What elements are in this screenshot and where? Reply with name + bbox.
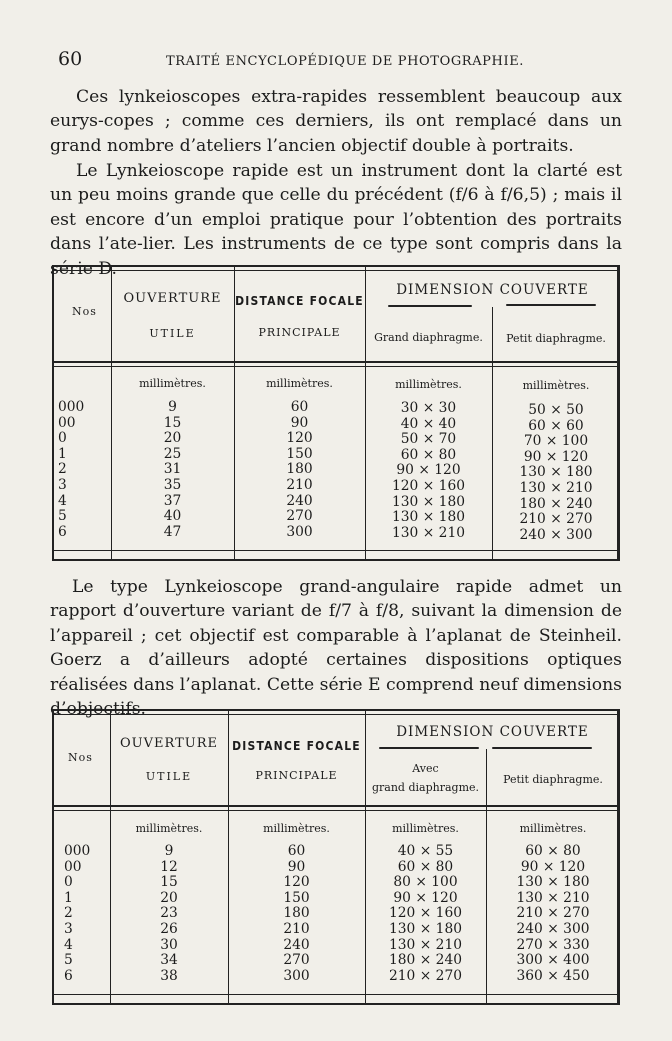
column-header-ouverture: OUVERTURE bbox=[120, 736, 218, 751]
unit-label: millimètres. bbox=[392, 822, 459, 835]
table-cell: 180 bbox=[286, 461, 313, 478]
table-cell: 210 bbox=[286, 476, 313, 493]
table-cell: 000 bbox=[58, 399, 85, 415]
table-cell: 3 bbox=[64, 920, 73, 937]
table-cell: 60 × 80 bbox=[525, 843, 581, 859]
running-title: TRAITÉ ENCYCLOPÉDIQUE DE PHOTOGRAPHIE. bbox=[166, 54, 525, 69]
table-cell: 5 bbox=[64, 952, 73, 969]
table-cell: 60 × 80 bbox=[397, 858, 454, 875]
paragraph-lynkeioscopes-extra-rapides: Ces lynkeioscopes extra-rapides ressemblent beaucoup aux eurys-copes ; comme ces derniers, ils ont remplacé dans un grand nombre d’ateliers l’ancien objectif double à portraits. bbox=[50, 87, 622, 156]
table-cell: 6 bbox=[64, 967, 73, 984]
table-cell: 30 × 30 bbox=[400, 400, 457, 416]
table-cell: 210 bbox=[283, 920, 310, 937]
column-header-petit-diaphragme: Petit diaphragme. bbox=[506, 332, 606, 345]
table-cell: 37 bbox=[163, 492, 182, 509]
column-header-principale: PRINCIPALE bbox=[258, 326, 341, 339]
table-cell: 20 bbox=[160, 889, 178, 906]
table-cell: 180 × 240 bbox=[519, 495, 593, 512]
table-cell: 4 bbox=[58, 492, 67, 509]
table-cell: 40 × 55 bbox=[397, 843, 454, 859]
unit-label: millimètres. bbox=[519, 822, 587, 835]
table-cell: 300 bbox=[286, 523, 313, 540]
table-cell: 70 × 100 bbox=[523, 433, 589, 450]
column-header-avec: Avec bbox=[412, 762, 439, 775]
table-cell: 3 bbox=[58, 476, 67, 493]
table-cell: 9 bbox=[164, 843, 174, 859]
table-cell: 40 bbox=[163, 508, 182, 525]
table-cell: 0 bbox=[64, 874, 73, 891]
table-cell: 240 × 300 bbox=[516, 920, 590, 937]
table-cell: 300 bbox=[283, 967, 310, 984]
header-flourish bbox=[492, 747, 592, 749]
table-cell: 12 bbox=[160, 858, 178, 875]
column-petit-diaphragme bbox=[486, 844, 620, 984]
table-cell: 270 bbox=[286, 508, 313, 525]
column-header-nos: Nos bbox=[72, 305, 97, 318]
column-nos bbox=[64, 844, 108, 984]
table-cell: 90 × 120 bbox=[393, 889, 458, 906]
paragraph-grand-angulaire: Le type Lynkeioscope grand-angulaire rapide admet un rapport d’ouverture variant de f/7 à f/8, suivant la dimension de l’appareil ; cet objectif est comparable à l’aplanat de Steinheil. Goerz a d’ailleurs adopté certaines dispositions optiques réalisées dans l’aplanat. Cette série E comprend neuf dimensions d’objectifs. bbox=[50, 577, 622, 720]
header-flourish bbox=[379, 747, 479, 749]
table-cell: 60 bbox=[290, 399, 309, 415]
table-cell: 80 × 100 bbox=[393, 874, 458, 891]
table-cell: 180 bbox=[283, 905, 310, 922]
table-cell: 000 bbox=[64, 843, 91, 859]
table-cell: 240 bbox=[286, 492, 313, 509]
table-cell: 130 × 210 bbox=[519, 479, 593, 496]
column-header-utile: UTILE bbox=[145, 770, 193, 783]
column-header-principale: PRINCIPALE bbox=[255, 769, 338, 782]
column-nos bbox=[58, 400, 108, 540]
table-cell: 40 × 40 bbox=[400, 415, 457, 432]
table-cell: 9 bbox=[168, 399, 177, 415]
table-cell: 210 × 270 bbox=[516, 905, 590, 922]
table-cell: 180 × 240 bbox=[389, 952, 462, 969]
table-cell: 270 × 330 bbox=[516, 936, 590, 953]
column-header-utile: UTILE bbox=[149, 327, 196, 340]
table-cell: 30 bbox=[160, 936, 178, 953]
table-cell: 00 bbox=[58, 414, 76, 431]
table-cell: 90 × 120 bbox=[396, 462, 461, 479]
column-ouverture bbox=[111, 400, 234, 540]
table-cell: 130 × 210 bbox=[392, 524, 465, 541]
table-cell: 26 bbox=[160, 920, 178, 937]
table-cell: 130 × 180 bbox=[392, 493, 465, 510]
table-cell: 120 bbox=[283, 874, 310, 891]
table-cell: 60 × 60 bbox=[528, 417, 584, 434]
table-cell: 90 × 120 bbox=[520, 858, 586, 875]
table-cell: 1 bbox=[58, 445, 67, 462]
column-header-grand-diaphragme: Grand diaphragme. bbox=[374, 331, 483, 344]
unit-label: millimètres. bbox=[263, 822, 330, 835]
table-cell: 50 × 50 bbox=[528, 402, 584, 418]
column-petit-diaphragme bbox=[492, 403, 620, 543]
table-serie-e bbox=[52, 709, 620, 1005]
column-header-nos: Nos bbox=[68, 751, 93, 764]
table-cell: 210 × 270 bbox=[389, 967, 462, 984]
table-cell: 130 × 180 bbox=[392, 509, 465, 526]
table-serie-d bbox=[52, 265, 620, 561]
table-cell: 50 × 70 bbox=[400, 431, 457, 448]
column-distance-focale bbox=[228, 844, 365, 984]
table-cell: 60 bbox=[287, 843, 306, 859]
table-cell: 240 bbox=[283, 936, 310, 953]
column-header-dimension-couverte: DIMENSION COUVERTE bbox=[396, 724, 589, 740]
table-cell: 47 bbox=[163, 523, 182, 540]
table-cell: 6 bbox=[58, 523, 67, 540]
table-cell: 120 × 160 bbox=[389, 905, 462, 922]
table-cell: 15 bbox=[163, 414, 182, 431]
table-cell: 130 × 180 bbox=[516, 874, 590, 891]
table-cell: 00 bbox=[64, 858, 82, 875]
table-cell: 90 bbox=[287, 858, 306, 875]
table-cell: 120 × 160 bbox=[392, 477, 465, 494]
table-cell: 2 bbox=[58, 461, 67, 478]
table-cell: 150 bbox=[283, 889, 310, 906]
table-cell: 15 bbox=[160, 874, 178, 891]
header-flourish bbox=[506, 304, 596, 306]
table-cell: 4 bbox=[64, 936, 73, 953]
column-header-dimension-couverte: DIMENSION COUVERTE bbox=[396, 282, 589, 298]
table-cell: 34 bbox=[160, 952, 178, 969]
table-cell: 130 × 180 bbox=[519, 464, 593, 481]
page-number: 60 bbox=[58, 48, 83, 70]
unit-label: millimètres. bbox=[522, 379, 590, 392]
table-cell: 38 bbox=[160, 967, 178, 984]
page-header bbox=[58, 48, 618, 72]
unit-label: millimètres. bbox=[395, 378, 462, 391]
table-cell: 25 bbox=[163, 445, 182, 462]
table-cell: 2 bbox=[64, 905, 73, 922]
column-grand-diaphragme bbox=[365, 401, 492, 541]
table-cell: 90 × 120 bbox=[523, 448, 589, 465]
column-header-grand-diaphragme: grand diaphragme. bbox=[371, 781, 480, 794]
table-cell: 5 bbox=[58, 508, 67, 525]
column-header-distance-focale: DISTANCE FOCALE bbox=[232, 739, 361, 753]
table-cell: 35 bbox=[163, 476, 182, 493]
table-cell: 210 × 270 bbox=[519, 511, 593, 528]
table-cell: 130 × 210 bbox=[516, 889, 590, 906]
unit-label: millimètres. bbox=[139, 377, 206, 390]
table-cell: 23 bbox=[160, 905, 178, 922]
table-cell: 300 × 400 bbox=[516, 952, 590, 969]
table-cell: 150 bbox=[286, 445, 313, 462]
column-header-petit-diaphragme: Petit diaphragme. bbox=[503, 773, 603, 786]
table-cell: 130 × 210 bbox=[389, 936, 462, 953]
unit-label: millimètres. bbox=[266, 377, 333, 390]
table-cell: 120 bbox=[286, 430, 313, 447]
unit-label: millimètres. bbox=[135, 822, 203, 835]
table-cell: 240 × 300 bbox=[519, 526, 593, 543]
paragraph-lynkeioscope-rapide: Le Lynkeioscope rapide est un instrument dont la clarté est un peu moins grande que celle du précédent (f/6 à f/6,5) ; mais il est encore d’un emploi pratique pour l’obtention des portraits dans l’ate-lier. Les instruments de ce type sont compris dans la série D. bbox=[50, 161, 622, 279]
table-cell: 20 bbox=[163, 430, 182, 447]
table-cell: 90 bbox=[290, 414, 309, 431]
table-cell: 130 × 180 bbox=[389, 920, 462, 937]
column-grand-diaphragme bbox=[365, 844, 486, 984]
table-cell: 0 bbox=[58, 430, 67, 447]
column-ouverture bbox=[110, 844, 228, 984]
table-cell: 360 × 450 bbox=[516, 967, 590, 984]
table-cell: 31 bbox=[163, 461, 182, 478]
table-cell: 270 bbox=[283, 952, 310, 969]
column-header-distance-focale: DISTANCE FOCALE bbox=[235, 294, 364, 308]
table-cell: 1 bbox=[64, 889, 73, 906]
table-cell: 60 × 80 bbox=[400, 446, 457, 463]
column-header-ouverture: OUVERTURE bbox=[123, 291, 222, 306]
header-flourish bbox=[388, 305, 472, 307]
column-distance-focale bbox=[234, 400, 365, 540]
